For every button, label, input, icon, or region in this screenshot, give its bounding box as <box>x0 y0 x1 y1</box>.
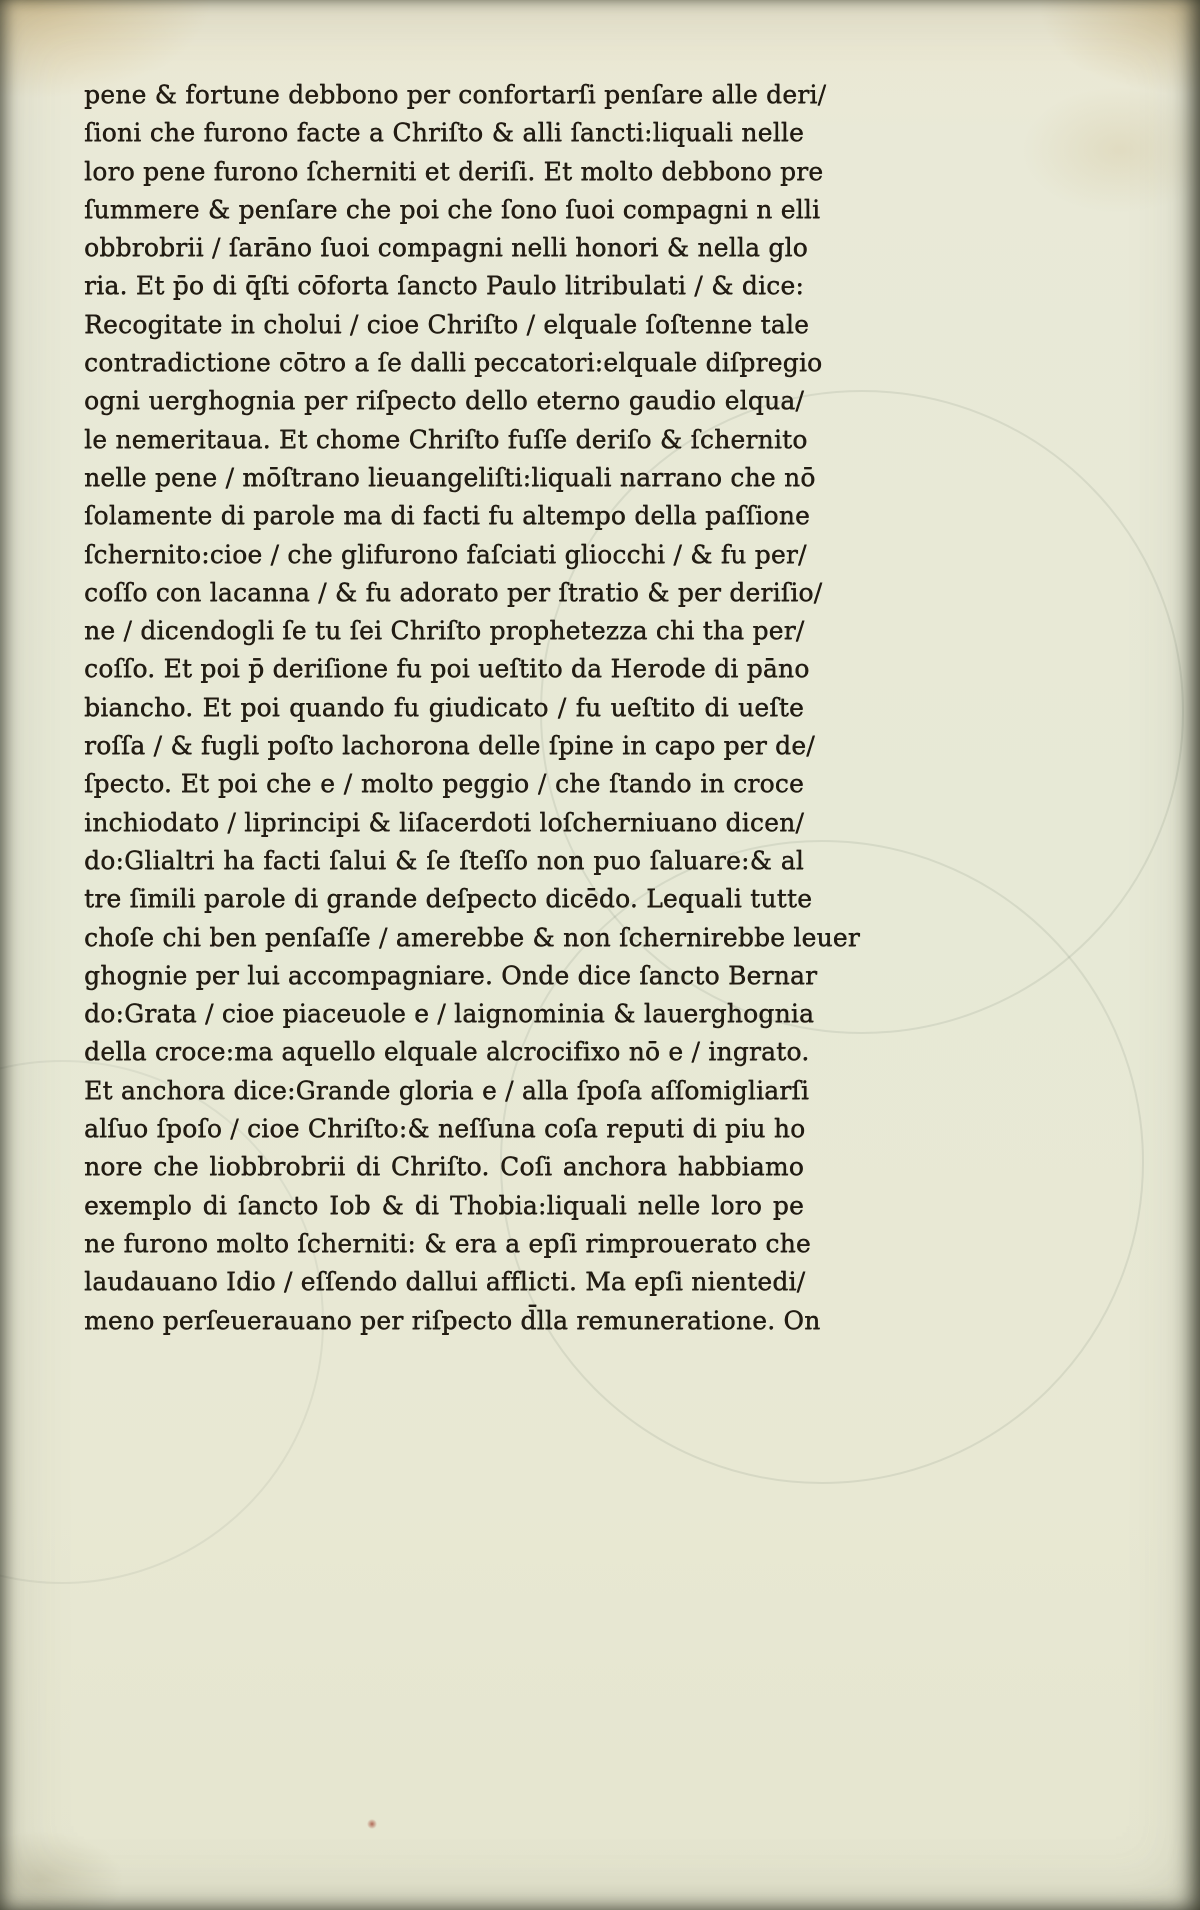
text-block <box>84 76 860 1340</box>
text-line: obbrobrii / ſarāno ſuoi compagni nelli honori & nella glo <box>84 233 808 263</box>
text-line: inchiodato / liprincipi & liſacerdoti loſcherniuano dicen/ <box>84 807 804 837</box>
text-line: alſuo ſpoſo / cioe Chriſto:& neſſuna coſa reputi di piu ho <box>84 1114 806 1144</box>
text-line: do:Grata / cioe piaceuole e / laignominia & lauerghognia <box>84 999 815 1029</box>
text-line: Et anchora dice:Grande gloria e / alla ſpoſa aſſomigliarſi <box>84 1075 810 1105</box>
text-line: coſſo. Et poi p̄ deriſione fu poi ueſtito da Herode di pāno <box>84 654 810 684</box>
text-line: della croce:ma aquello elquale alcrocifixo nō e / ingrato. <box>84 1037 810 1067</box>
text-line: tre ſimili parole di grande deſpecto dicēdo. Lequali tutte <box>84 884 813 914</box>
text-line: ria. Et p̄o di q̄ſti cōforta ſancto Paulo litribulati / & dice: <box>84 271 804 301</box>
text-line: contradictione cōtro a ſe dalli peccatori:elquale diſpregio <box>84 348 823 378</box>
text-line: meno perſeuerauano per riſpecto d̄lla remuneratione. On <box>84 1305 821 1335</box>
text-line: loro pene furono ſcherniti et deriſi. Et molto debbono pre <box>84 156 824 186</box>
text-line: ſolamente di parole ma di facti fu altempo della paſſione <box>84 501 810 531</box>
text-line: laudauano Idio / eſſendo dallui afflicti. Ma epſi nientedi/ <box>84 1267 806 1297</box>
text-line: ne / dicendogli ſe tu ſei Chriſto prophetezza chi tha per/ <box>84 616 805 646</box>
text-line: ſpecto. Et poi che e / molto peggio / che ſtando in croce <box>84 769 804 799</box>
text-line: ne furono molto ſcherniti: & era a epſi rimprouerato che <box>84 1228 811 1258</box>
text-line: ſchernito:cioe / che glifurono faſciati gliocchi / & fu per/ <box>84 539 807 569</box>
text-line: ſummere & penſare che poi che ſono ſuoi compagni n elli <box>84 194 821 224</box>
text-line: roſſa / & fugli poſto lachorona delle ſpine in capo per de/ <box>84 731 815 761</box>
text-line: pene & fortune debbono per confortarſi penſare alle deri/ <box>84 80 827 109</box>
text-line: biancho. Et poi quando fu giudicato / fu ueſtito di ueſte <box>84 692 804 722</box>
text-line: ſioni che furono facte a Chriſto & alli ſancti:liquali nelle <box>84 118 804 148</box>
text-line: Recogitate in cholui / cioe Chriſto / elquale ſoſtenne tale <box>84 309 810 339</box>
text-line: nelle pene / mōſtrano lieuangeliſti:liquali narrano che nō <box>84 462 816 492</box>
text-line: nore che liobbrobrii di Chriſto. Coſi anchora habbiamo <box>84 1152 804 1182</box>
text-line: exemplo di ſancto Iob & di Thobia:liquali nelle loro pe <box>84 1190 804 1220</box>
text-line: choſe chi ben penſaſſe / amerebbe & non ſchernirebbe leuer <box>84 922 860 952</box>
text-line: ghognie per lui accompagniare. Onde dice ſancto Bernar <box>84 960 818 990</box>
text-line: coſſo con lacanna / & fu adorato per ſtratio & per deriſio/ <box>84 577 823 607</box>
text-line: ogni uerghognia per riſpecto dello eterno gaudio elqua/ <box>84 386 804 416</box>
text-line: le nemeritaua. Et chome Chriſto fuſſe deriſo & ſchernito <box>84 424 808 454</box>
text-line: do:Glialtri ha facti ſalui & ſe ſteſſo non puo ſaluare:& al <box>84 845 804 875</box>
